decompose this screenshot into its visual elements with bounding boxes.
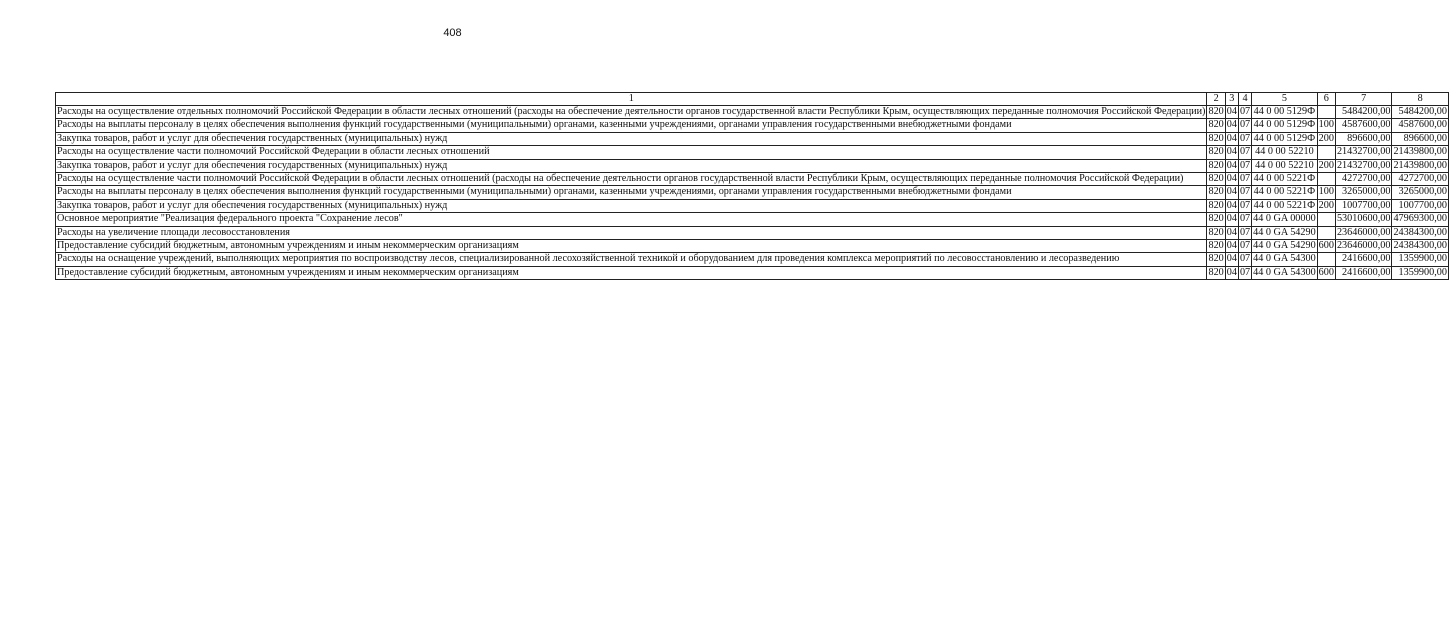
row-target-article: 44 0 00 5221Ф bbox=[1253, 199, 1316, 211]
row-section: 04 bbox=[1226, 173, 1237, 185]
row-amount-year1: 2416600,00 bbox=[1335, 266, 1391, 279]
row-section: 04 bbox=[1226, 159, 1237, 171]
row-amount-year2: 21439800,00 bbox=[1393, 146, 1447, 158]
row-expense-type bbox=[1317, 253, 1335, 266]
row-admin-code: 820 bbox=[1208, 266, 1224, 278]
table-row bbox=[56, 146, 1449, 159]
row-amount-year1: 5484200,00 bbox=[1335, 106, 1391, 119]
row-admin-code: 820 bbox=[1208, 173, 1224, 185]
row-name: Расходы на оснащение учреждений, выполняющих мероприятия по воспроизводству лесов, специализированной лесохозяйственной техникой и оборудованием для проведения комплекса мероприятий по лесовосстановлению и лесоразведению bbox=[56, 253, 1207, 266]
header-cell: 6 bbox=[1317, 93, 1335, 106]
row-expense-type: 200 bbox=[1318, 132, 1334, 144]
row-section: 04 bbox=[1226, 119, 1237, 131]
row-expense-type bbox=[1317, 173, 1335, 186]
row-name: Расходы на осуществление части полномочий Российской Федерации в области лесных отношений bbox=[56, 146, 1207, 159]
page-number: 408 bbox=[443, 27, 462, 39]
row-target-article: 44 0 GA 54290 bbox=[1253, 240, 1316, 252]
row-admin-code: 820 bbox=[1208, 240, 1224, 252]
row-target-article: 44 0 00 52210 bbox=[1252, 159, 1318, 172]
table-row bbox=[56, 119, 1449, 132]
header-cell: 3 bbox=[1225, 93, 1238, 106]
table-row bbox=[56, 106, 1449, 119]
row-amount-year2: 4587600,00 bbox=[1392, 119, 1448, 132]
row-section: 04 bbox=[1226, 253, 1237, 265]
table-row bbox=[56, 253, 1449, 266]
header-row bbox=[56, 93, 1449, 106]
row-target-article: 44 0 00 5221Ф bbox=[1253, 173, 1316, 185]
row-admin-code: 820 bbox=[1208, 106, 1224, 117]
row-amount-year1: 23646000,00 bbox=[1336, 240, 1391, 252]
row-section: 04 bbox=[1226, 146, 1237, 158]
row-amount-year2: 1359900,00 bbox=[1392, 253, 1448, 266]
row-amount-year2: 5484200,00 bbox=[1392, 106, 1448, 119]
row-admin-code: 820 bbox=[1208, 119, 1224, 131]
header-cell: 2 bbox=[1207, 93, 1225, 106]
row-target-article: 44 0 00 52210 bbox=[1252, 146, 1318, 159]
row-amount-year1: 4587600,00 bbox=[1335, 119, 1391, 132]
row-expense-type: 200 bbox=[1318, 199, 1334, 211]
row-subsection: 07 bbox=[1239, 226, 1251, 238]
row-subsection: 07 bbox=[1239, 119, 1251, 131]
row-section: 04 bbox=[1226, 106, 1237, 117]
row-expense-type bbox=[1317, 226, 1335, 239]
row-expense-type bbox=[1317, 213, 1335, 226]
row-target-article: 44 0 GA 54290 bbox=[1253, 226, 1316, 238]
row-amount-year1: 4272700,00 bbox=[1335, 173, 1391, 186]
row-target-article: 44 0 00 5221Ф bbox=[1253, 186, 1316, 198]
row-target-article: 44 0 00 5129Ф bbox=[1253, 119, 1316, 131]
row-section: 04 bbox=[1226, 266, 1237, 278]
row-target-article: 44 0 GA 00000 bbox=[1253, 213, 1316, 225]
row-expense-type: 100 bbox=[1318, 119, 1334, 131]
row-name: Закупка товаров, работ и услуг для обеспечения государственных (муниципальных) нужд bbox=[56, 199, 1207, 212]
row-section: 04 bbox=[1226, 240, 1237, 252]
row-name: Расходы на осуществление части полномочий Российской Федерации в области лесных отношений (расходы на обеспечение деятельности органов государственной власти Республики Крым, осуществляющих переданные полномочия Российской Федерации) bbox=[56, 173, 1207, 186]
table-row bbox=[56, 173, 1449, 186]
header-cell: 5 bbox=[1252, 93, 1318, 106]
row-expense-type: 100 bbox=[1318, 186, 1334, 198]
row-subsection: 07 bbox=[1239, 173, 1251, 185]
row-section: 04 bbox=[1226, 213, 1237, 225]
row-admin-code: 820 bbox=[1208, 159, 1224, 171]
row-subsection: 07 bbox=[1239, 186, 1251, 198]
row-subsection: 07 bbox=[1239, 199, 1251, 211]
row-amount-year2: 1359900,00 bbox=[1392, 266, 1448, 279]
row-amount-year2: 896600,00 bbox=[1392, 132, 1448, 145]
row-amount-year2: 21439800,00 bbox=[1393, 159, 1447, 171]
table-row bbox=[56, 240, 1449, 253]
row-admin-code: 820 bbox=[1208, 132, 1224, 144]
row-subsection: 07 bbox=[1239, 132, 1251, 144]
row-target-article: 44 0 GA 54300 bbox=[1253, 253, 1316, 265]
row-amount-year1: 2416600,00 bbox=[1335, 253, 1391, 266]
table-row bbox=[56, 186, 1449, 199]
row-amount-year2: 3265000,00 bbox=[1392, 186, 1448, 199]
table-row bbox=[56, 266, 1449, 279]
row-amount-year1: 23646000,00 bbox=[1336, 226, 1391, 238]
header-cell: 1 bbox=[56, 93, 1207, 106]
row-name: Расходы на выплаты персоналу в целях обеспечения выполнения функций государственными (муниципальными) органами, казенными учреждениями, органами управления государственными внебюджетными фондами bbox=[56, 186, 1207, 199]
row-amount-year1: 21432700,00 bbox=[1336, 159, 1391, 171]
row-subsection: 07 bbox=[1239, 159, 1251, 171]
row-expense-type: 600 bbox=[1318, 266, 1334, 278]
table-row bbox=[56, 199, 1449, 212]
row-subsection: 07 bbox=[1239, 253, 1251, 265]
row-expense-type bbox=[1317, 106, 1335, 119]
row-amount-year1: 1007700,00 bbox=[1335, 199, 1391, 212]
row-admin-code: 820 bbox=[1208, 146, 1224, 158]
row-name: Основное мероприятие "Реализация федерального проекта "Сохранение лесов" bbox=[56, 213, 1207, 226]
row-amount-year2: 4272700,00 bbox=[1392, 173, 1448, 186]
header-cell: 7 bbox=[1335, 93, 1391, 106]
row-subsection: 07 bbox=[1239, 213, 1251, 225]
row-section: 04 bbox=[1226, 199, 1237, 211]
table-row bbox=[56, 159, 1449, 172]
row-section: 04 bbox=[1226, 226, 1237, 238]
row-name: Расходы на увеличение площади лесовосстановления bbox=[56, 226, 1207, 239]
row-expense-type bbox=[1317, 146, 1335, 159]
row-subsection: 07 bbox=[1239, 240, 1251, 252]
row-target-article: 44 0 00 5129Ф bbox=[1253, 132, 1316, 144]
row-admin-code: 820 bbox=[1208, 253, 1224, 265]
row-section: 04 bbox=[1226, 186, 1237, 198]
row-amount-year1: 53010600,00 bbox=[1336, 213, 1391, 225]
table-row bbox=[56, 213, 1449, 226]
row-admin-code: 820 bbox=[1208, 213, 1224, 225]
table-row bbox=[56, 132, 1449, 145]
row-subsection: 07 bbox=[1239, 266, 1251, 278]
row-subsection: 07 bbox=[1239, 146, 1251, 158]
header-cell: 4 bbox=[1238, 93, 1251, 106]
header-cell: 8 bbox=[1392, 93, 1448, 106]
row-admin-code: 820 bbox=[1208, 226, 1224, 238]
row-name: Расходы на выплаты персоналу в целях обеспечения выполнения функций государственными (муниципальными) органами, казенными учреждениями, органами управления государственными внебюджетными фондами bbox=[56, 119, 1207, 132]
row-expense-type: 600 bbox=[1318, 240, 1334, 252]
row-name: Закупка товаров, работ и услуг для обеспечения государственных (муниципальных) нужд bbox=[56, 159, 1207, 172]
row-name: Расходы на осуществление отдельных полномочий Российской Федерации в области лесных отношений (расходы на обеспечение деятельности органов государственной власти Республики Крым, осуществляющих переданные полномочия Российской Федерации) bbox=[57, 106, 1206, 117]
row-amount-year2: 47969300,00 bbox=[1393, 213, 1447, 225]
row-admin-code: 820 bbox=[1208, 186, 1224, 198]
row-name: Закупка товаров, работ и услуг для обеспечения государственных (муниципальных) нужд bbox=[56, 132, 1207, 145]
row-target-article: 44 0 GA 54300 bbox=[1253, 266, 1316, 278]
row-amount-year1: 3265000,00 bbox=[1335, 186, 1391, 199]
budget-table bbox=[55, 92, 1449, 280]
row-name: Предоставление субсидий бюджетным, автономным учреждениям и иным некоммерческим организациям bbox=[56, 240, 1207, 253]
row-target-article: 44 0 00 5129Ф bbox=[1253, 106, 1316, 117]
row-admin-code: 820 bbox=[1208, 199, 1224, 211]
row-amount-year1: 21432700,00 bbox=[1336, 146, 1391, 158]
row-amount-year2: 24384300,00 bbox=[1393, 240, 1447, 252]
row-amount-year2: 1007700,00 bbox=[1392, 199, 1448, 212]
row-amount-year2: 24384300,00 bbox=[1393, 226, 1447, 238]
row-amount-year1: 896600,00 bbox=[1335, 132, 1391, 145]
table-row bbox=[56, 226, 1449, 239]
row-expense-type: 200 bbox=[1318, 159, 1334, 171]
row-subsection: 07 bbox=[1239, 106, 1251, 117]
row-section: 04 bbox=[1226, 132, 1237, 144]
row-name: Предоставление субсидий бюджетным, автономным учреждениям и иным некоммерческим организациям bbox=[56, 266, 1207, 279]
